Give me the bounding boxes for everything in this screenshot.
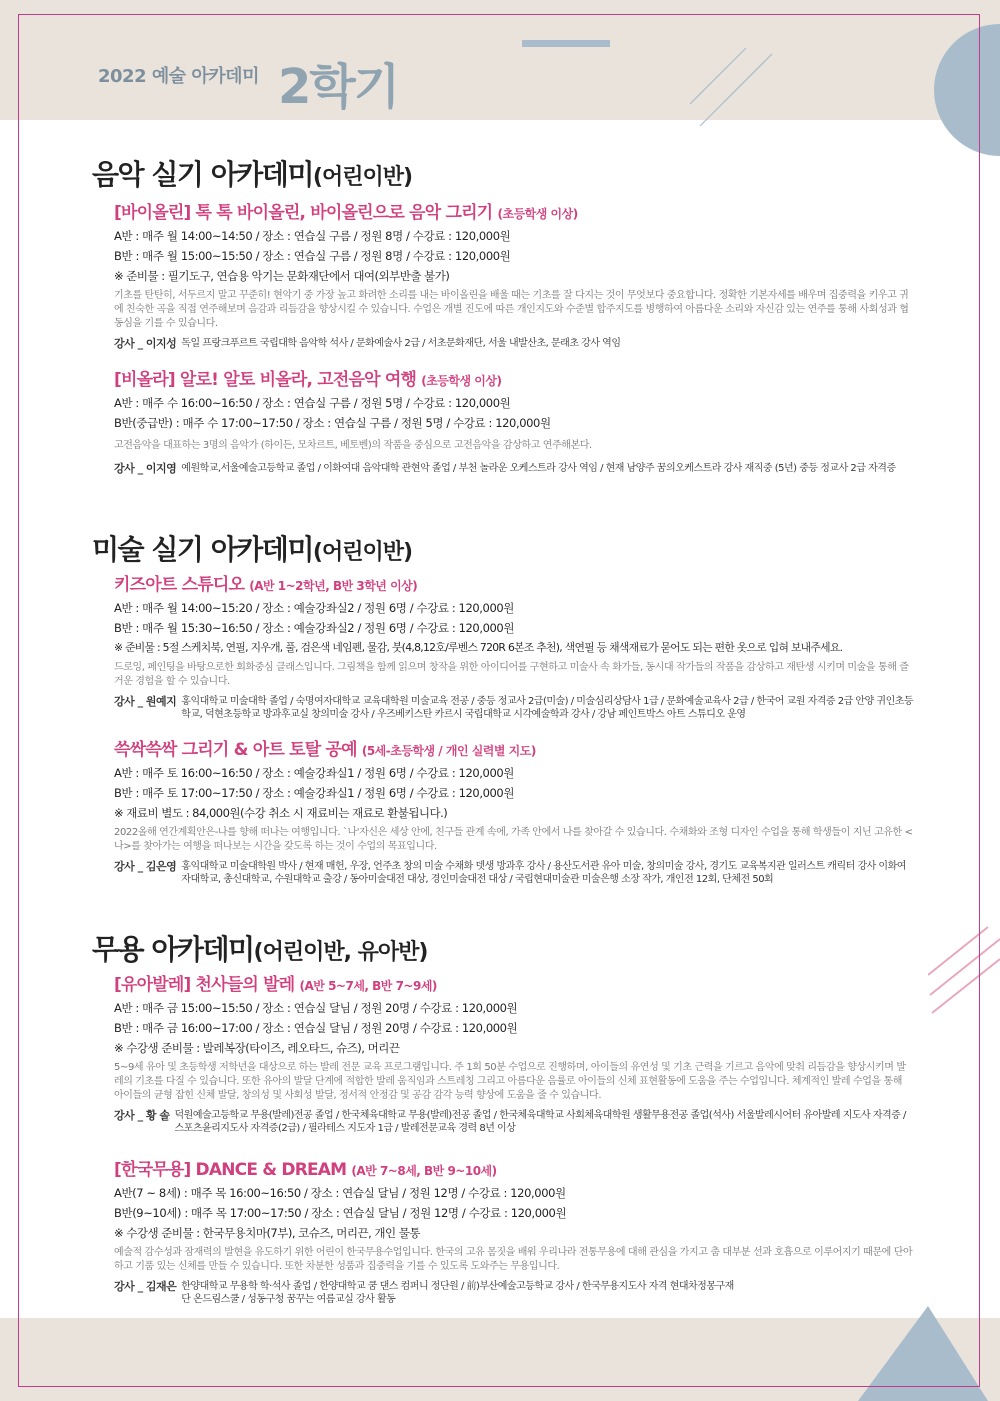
course-violin [114,198,914,350]
course-viola [114,365,914,475]
section-title-art: 미술 실기 아카데미(어린이반) [92,533,413,566]
instructor-info [114,860,914,886]
course-description: 예술적 감수성과 잠재력의 발현을 유도하기 위한 어린이 한국무용수업입니다. 한국의 고유 몸짓을 배워 우리나라 전통무용에 대해 관심을 가지고 춤 대부분 선과 호흡으로 이루어지기 때문에 단아하고 기품 있는 신체를 만들 수 있습니다. 또한 차분한 성품과 집중력을 기를 수 있도록 도와주는 무용입니다. [114,1247,913,1272]
instructor-name: 강사 _ 이지영 [114,462,177,475]
schedule-a: A반 : 매주 토 16:00~16:50 / 장소 : 예술강좌실1 / 정원 6명 / 수강료 : 120,000원 [114,766,515,780]
course-title: [바이올린] 톡 톡 바이올린, 바이올린으로 음악 그리기 (초등학생 이상) [114,203,578,223]
schedule-b: B반 : 매주 월 15:00~15:50 / 장소 : 연습실 구름 / 정원 8명 / 수강료 : 120,000원 [114,249,511,263]
instructor-name: 강사 _ 김재은 [114,1280,177,1293]
instructor-bio: 한양대학교 무용학 학·석사 졸업 / 한양대학교 쿰 댄스 컴퍼니 정단원 / 前)부산예술고등학교 강사 / 한국무용지도사 자격 현대차정몽구재단 온드림스쿨 / 성동구청 꿈꾸는 여름교실 강사 활동 [181,1281,734,1305]
instructor-info [114,462,914,475]
instructor-bio: 덕원예술고등학교 무용(발레)전공 졸업 / 한국체육대학교 무용(발레)전공 졸업 / 한국체육대학교 사회체육대학원 생활무용전공 졸업(석사) 서울발레시어터 유아발레 지도사 자격증 / 스포츠윤리지도사 자격증(2급) / 필라테스 지도자 1급 / 발레전문교육 경력 8년 이상 [174,1110,906,1134]
supplies-note: ※ 준비물 : 5절 스케치북, 연필, 지우개, 풀, 검은색 네임펜, 물감, 붓(4,8,12호/루벤스 720R 6본조 추천), 색연필 등 채색재료가 묻어도 되는 편한 옷으로 입혀 보내주세요. [114,641,843,654]
course-description: 2022올해 연간계획안은-나를 향해 떠나는 여행입니다. `나'자신은 세상 안에, 친구들 관계 속에, 가족 안에서 나를 찾아갈 수 있습니다. 수채화와 조형 디자인 수업을 통해 학생들이 지닌 고유한 <나>를 찾아가는 여행을 떠나보는 시간을 갖도록 하는 것이 수업의 목표입니다. [114,827,913,852]
course-description: 5~9세 유아 및 초등학생 저학년을 대상으로 하는 발레 전문 교육 프로그램입니다. 주 1회 50분 수업으로 진행하며, 아이들의 유연성 및 기초 근력을 기르고 음악에 맞춰 리듬감을 향상시키며 발레의 기초를 다질 수 있습니다. 또한 유아의 발달 단계에 적합한 발레 움직임과 스트레칭 그리고 아름다운 음률로 아이들의 신체 표현활동에 도움을 주는 수업입니다. 체계적인 발레 수업을 통해 아이들의 균형 잡힌 신체 발달, 창의성 및 사회성 발달, 정서적 안정감 및 공감 감각 능력 향상에 도움을 줄 수 있습니다. [114,1062,906,1101]
instructor-name: 강사 _ 황 솔 [114,1109,170,1122]
section-title-music: 음악 실기 아카데미(어린이반) [92,158,413,191]
instructor-info [114,1109,914,1135]
instructor-info [114,1280,914,1306]
schedule-a: A반 : 매주 월 14:00~14:50 / 장소 : 연습실 구름 / 정원 8명 / 수강료 : 120,000원 [114,229,511,243]
schedule-b: B반(9~10세) : 매주 목 17:00~17:50 / 장소 : 연습실 달님 / 정원 12명 / 수강료 : 120,000원 [114,1206,567,1220]
course-title: [비올라] 알로! 알토 비올라, 고전음악 여행 (초등학생 이상) [114,370,502,390]
course-description: 기초를 탄탄히, 서두르지 말고 꾸준히! 현악기 중 가장 높고 화려한 소리를 내는 바이올린을 배울 때는 기초를 잘 다지는 것이 무엇보다 중요합니다. 정확한 기본자세를 배우며 집중력을 키우고 귀에 친숙한 곡을 직접 연주해보며 음감과 리듬감을 향상시킬 수 있습니다. 수업은 개별 진도에 따른 개인지도와 수준별 합주지도를 병행하여 아름다운 소리와 자신감 있는 연주를 통해 사회성과 협동심을 기를 수 있습니다. [114,290,909,329]
instructor-name: 강사 _ 이지성 [114,337,177,350]
course-title: [유아발레] 천사들의 발레 (A반 5~7세, B반 7~9세) [114,975,437,995]
schedule-b: B반 : 매주 금 16:00~17:00 / 장소 : 연습실 달님 / 정원 20명 / 수강료 : 120,000원 [114,1021,518,1035]
supplies-note: ※ 재료비 별도 : 84,000원(수강 취소 시 재료비는 재료로 환불됩니다.) [114,806,448,820]
instructor-info [114,695,914,721]
instructor-bio: 홍익대학교 미술대학원 박사 / 현재 매헌, 우장, 언주초 창의 미술 수채화 뎃생 방과후 강사 / 용산도서관 유아 미술, 창의미술 강사, 경기도 교육복지관 일러스트 캐릭터 강사 이화여자대학교, 총신대학교, 수원대학교 출강 / 동아미술대전 대상, 경인미술대전 대상 / 국립현대미술관 미술은행 소장 작가, 개인전 12회, 단체전 50회 [181,861,906,885]
schedule-b: B반 : 매주 월 15:30~16:50 / 장소 : 예술강좌실2 / 정원 6명 / 수강료 : 120,000원 [114,621,515,635]
instructor-bio: 독일 프랑크푸르트 국립대학 음악학 석사 / 문화예술사 2급 / 서초문화재단, 서울 내발산초, 문래초 강사 역임 [181,338,621,349]
course-kids-art [114,570,914,721]
course-title: 키즈아트 스튜디오 (A반 1~2학년, B반 3학년 이상) [114,575,418,595]
schedule-b: B반 : 매주 토 17:00~17:50 / 장소 : 예술강좌실1 / 정원 6명 / 수강료 : 120,000원 [114,786,515,800]
header-term-title: 2학기 [278,59,399,115]
course-drawing-craft [114,735,914,886]
instructor-bio: 예원학교,서울예술고등학교 졸업 / 이화여대 음악대학 관현악 졸업 / 부천 놀라운 오케스트라 강사 역임 / 현재 남양주 꿈의오케스트라 강사 재직중 (5년) 중등 정교사 2급 자격증 [181,463,896,474]
section-title-dance: 무용 아카데미(어린이반, 유아반) [92,933,428,966]
schedule-a: A반 : 매주 월 14:00~15:20 / 장소 : 예술강좌실2 / 정원 6명 / 수강료 : 120,000원 [114,601,515,615]
schedule-b: B반(중급반) : 매주 수 17:00~17:50 / 장소 : 연습실 구름 / 정원 5명 / 수강료 : 120,000원 [114,416,551,430]
schedule-a: A반 : 매주 금 15:00~15:50 / 장소 : 연습실 달님 / 정원 20명 / 수강료 : 120,000원 [114,1001,518,1015]
supplies-note: ※ 준비물 : 필기도구, 연습용 악기는 문화재단에서 대여(외부반출 불가) [114,269,450,283]
course-ballet [114,970,914,1135]
schedule-a: A반(7 ~ 8세) : 매주 목 16:00~16:50 / 장소 : 연습실 달님 / 정원 12명 / 수강료 : 120,000원 [114,1186,566,1200]
course-title: [한국무용] DANCE & DREAM (A반 7~8세, B반 9~10세) [114,1160,497,1180]
instructor-bio: 홍익대학교 미술대학 졸업 / 숙명여자대학교 교육대학원 미술교육 전공 / 중등 정교사 2급(미술) / 미술심리상담사 1급 / 문화예술교육사 2급 / 한국어 교원 자격증 2급 안양 귀인초등학교, 덕현초등학교 방과후교실 창의미술 강사 / 우즈베키스탄 카르시 국립대학교 시각예술학과 강사 / 강남 페인트박스 아트 스튜디오 운영 [181,696,914,720]
course-title: 쓱싹쓱싹 그리기 & 아트 토탈 공예 (5세-초등학생 / 개인 실력별 지도) [114,740,536,760]
header-year-label: 2022 예술 아카데미 [98,66,259,87]
instructor-info [114,337,914,350]
instructor-name: 강사 _ 김은영 [114,860,177,873]
instructor-name: 강사 _ 원예지 [114,695,177,708]
supplies-note: ※ 수강생 준비물 : 한국무용치마(7부), 코슈즈, 머리끈, 개인 물통 [114,1226,421,1240]
course-description: 고전음악을 대표하는 3명의 음악가 (하이든, 모차르트, 베토벤)의 작품을 중심으로 고전음악을 감상하고 연주해본다. [114,440,592,451]
schedule-a: A반 : 매주 수 16:00~16:50 / 장소 : 연습실 구름 / 정원 5명 / 수강료 : 120,000원 [114,396,511,410]
course-description: 드로잉, 페인팅을 바탕으로한 회화중심 클래스입니다. 그림책을 함께 읽으며 창작을 위한 아이디어를 구현하고 미술사 속 화가들, 동시대 작가들의 작품을 감상하고 재탄생 시키며 미술을 통해 즐거운 경험을 할 수 있습니다. [114,662,909,687]
supplies-note: ※ 수강생 준비물 : 발레복장(타이즈, 레오타드, 슈즈), 머리끈 [114,1041,400,1055]
course-korean-dance [114,1155,914,1306]
